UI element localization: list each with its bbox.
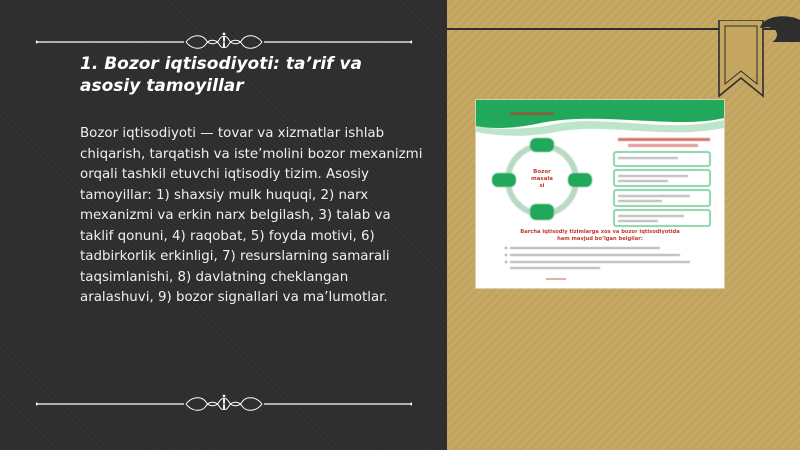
slide-body-text: Bozor iqtisodiyoti — tovar va xizmatlar ishlab chiqarish, tarqatish va iste’molini bozor mexanizmi orqali tashkil etuvchi iqtisodiy tizim. Asosiy tamoyillar: 1) shaxsiy mulk huquqi, 2) narx mexanizmi va erkin narx belgilash, 3) talab va taklif qonuni, 4) raqobat, 5) foyda motivi, 6) tadbirkorlik erkinligi, 7) resurslarning samarali taqsimlanishi, 8) davlatning cheklangan aralashuvi, 9) bozor signallari va ma’lumotlar. (80, 126, 423, 305)
diagram-center-label-1: Bozor (533, 169, 551, 175)
diagram-footer-heading-2: ham mavjud bo‘lgan belgilar: (557, 236, 643, 242)
ornamental-divider-bottom-icon (36, 392, 412, 416)
diagram-footer-heading-1: Barcha iqtisodiy tizimlarga xos va bozor iqtisodiyotida (520, 229, 680, 235)
diagram-center-label-2: masala (530, 176, 554, 182)
slide-title: 1. Bozor iqtisodiyoti: ta’rif va asosiy tamoyillar (80, 54, 363, 96)
diagram-center-label-3: si (539, 183, 545, 189)
embedded-diagram-image (476, 100, 724, 288)
diagram-graphic (476, 100, 724, 288)
ornamental-divider-top-icon (36, 30, 412, 54)
bookmark-curl-icon (760, 14, 800, 42)
